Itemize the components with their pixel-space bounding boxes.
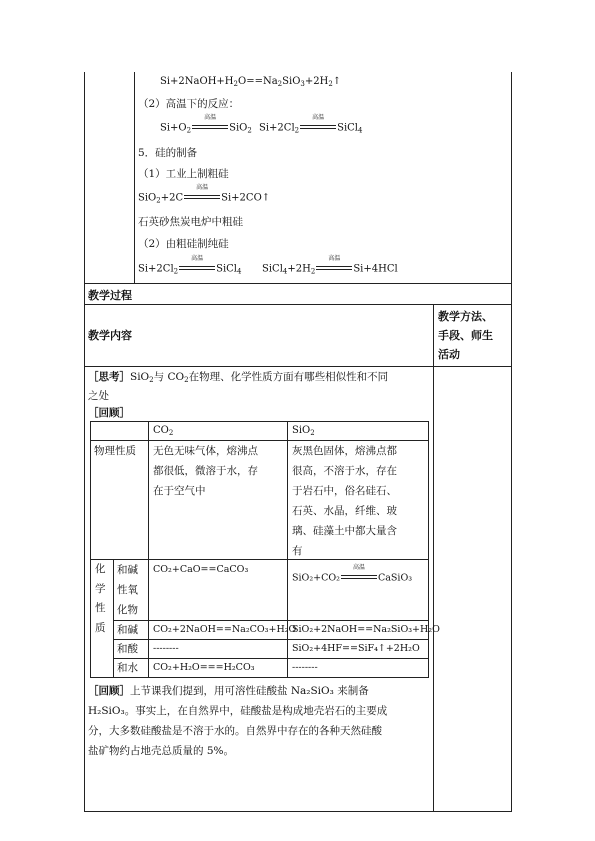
frame-right [511,72,512,812]
sio2-basic-oxide-reaction: SiO₂+CO₂ 高温 CaSiO₃ [292,564,413,584]
review-paragraph: ［回顾］上节课我们提到，用可溶性硅酸盐 Na₂SiO₃ 来制备 H₂SiO₃。事实上，在自然界中，硅酸盐是构成地壳岩石的主要成 分，大多数硅酸盐是不溶于水的。自然界中存在的各种天然硅酸 盐矿物约占地壳总质量的 5%。 [88,685,388,757]
row-divider-3 [84,366,512,367]
high-temp-condition: 高温 [179,263,215,275]
sio2-water-reaction: -------- [292,662,318,673]
row-label-water: 和水 [117,662,138,674]
sio2-acid-reaction: SiO₂+4HF==SiF₄↑+2H₂O [292,643,420,654]
think-paragraph: ［思考］SiO$_2$与 $CO_2$在物理、化学性质方面有哪些相似性和不同 之处 [88,371,389,402]
equation-si-naoh: $Si+2NaOH+H_2O==Na_2SiO_3+2H_2↑$ [160,76,342,88]
column-header-co2: $CO_2$ [153,425,174,437]
co2-physical-properties: 无色无味气体，熔沸点 都很低，微溶于水，存 在于空气中 [153,445,258,497]
equation-si-cl2-2: $Si+2Cl_2$ 高温 SiCl$_4$ [138,255,242,276]
heading-silicon-preparation: 5．硅的制备 [138,147,198,159]
row-divider-2 [84,304,512,305]
equation-sio2-c: SiO$_2$+2C 高温 Si+2CO↑ [138,184,271,205]
high-temp-condition: 高温 [341,572,377,584]
method-column-divider [433,304,434,812]
column-header-sio2: SiO$_2$ [292,425,315,437]
frame-bottom [84,811,512,812]
teaching-process-title: 教学过程 [88,289,132,302]
co2-acid-reaction: -------- [153,643,179,654]
heading-pure-si: （2）由粗硅制纯硅 [138,238,229,250]
high-temp-condition: 高温 [300,122,336,134]
heading-industrial-crude-si: （1）工业上制粗硅 [138,168,229,180]
high-temp-condition: 高温 [316,263,352,275]
teaching-content-header: 教学内容 [88,329,132,342]
row-divider-1 [84,283,512,284]
top-inner-divider [134,72,135,283]
equation-sicl4-h2: $SiCl_4+2H_2$ 高温 Si+4HCl [262,255,398,276]
equation-si-o2: $Si+O_2$ 高温 SiO$_2$ [160,114,252,135]
row-label-acid: 和酸 [117,643,138,655]
note-quartz-coke: 石英砂焦炭电炉中粗硅 [138,216,243,228]
co2-base-reaction: CO₂+2NaOH==Na₂CO₃+H₂O [153,624,297,635]
co2-water-reaction: CO₂+H₂O===H₂CO₃ [153,662,255,673]
teaching-method-header: 教学方法、 手段、师生 活动 [438,310,493,361]
row-label-base: 和碱 [117,624,138,636]
heading-high-temp-reactions: （2）高温下的反应： [138,98,240,110]
equation-si-cl2: $Si+2Cl_2$ 高温 SiCl$_4$ [259,114,363,135]
chemical-properties-label: 化 学 性 质 [95,563,106,634]
high-temp-condition: 高温 [192,122,228,134]
high-temp-condition: 高温 [184,192,220,204]
sio2-physical-properties: 灰黑色固体，熔沸点都 很高，不溶于水，存在 于岩石中，俗名硅石、 石英、水晶，纤维、玻 璃、硅藻土中都大量含 有 [292,445,397,557]
physical-properties-label: 物理性质 [94,445,136,457]
review-label-1: ［回顾］ [88,407,130,419]
row-label-basic-oxide: 和碱 性氧 化物 [117,564,138,616]
co2-basic-oxide-reaction: CO₂+CaO==CaCO₃ [153,564,249,575]
frame-left [84,72,85,812]
sio2-base-reaction: SiO₂+2NaOH==Na₂SiO₃+H₂O [292,624,440,635]
